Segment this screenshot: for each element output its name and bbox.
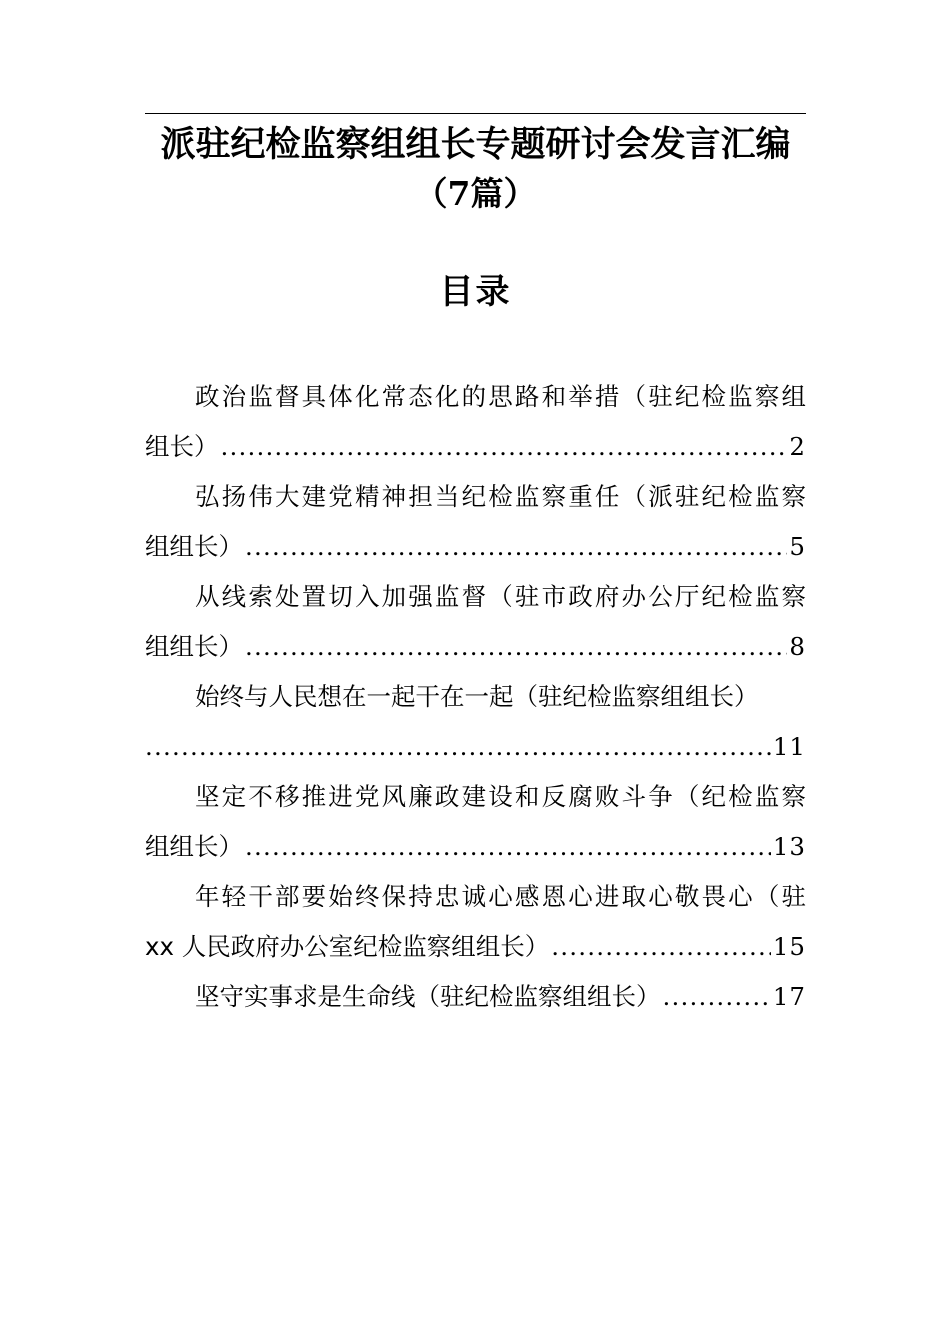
toc-entry-continuation	[145, 722, 806, 772]
toc-page-number: 2	[789, 432, 806, 461]
toc-entry-continuation	[145, 522, 806, 572]
toc-page-number: 15	[772, 932, 806, 961]
toc-entry-continuation	[145, 622, 806, 672]
document-subtitle: （7篇）	[414, 174, 537, 213]
toc-entry[interactable]	[145, 872, 806, 972]
toc-entry-title-tail: 组长）	[145, 432, 219, 461]
toc-entry-continuation	[145, 422, 806, 472]
toc-entry-title: 坚守实事求是生命线（驻纪检监察组组长）	[195, 982, 661, 1011]
document-title: 派驻纪检监察组组长专题研讨会发言汇编	[160, 124, 791, 165]
toc-entry[interactable]	[145, 372, 806, 472]
toc-entry[interactable]	[145, 772, 806, 872]
toc-entry-title-tail: xx 人民政府办公室纪检监察组组长）	[145, 932, 550, 961]
toc-entry-title-tail: 组组长）	[145, 632, 243, 661]
toc-dot-leader	[245, 622, 787, 672]
toc-page-number: 17	[772, 982, 806, 1011]
toc-dot-leader	[663, 972, 771, 1022]
table-of-contents	[145, 372, 806, 1022]
toc-heading: 目录	[439, 272, 512, 312]
toc-entry-title: 政治监督具体化常态化的思路和举措（驻纪检监察组	[195, 382, 806, 411]
toc-dot-leader	[145, 722, 771, 772]
toc-entry-title: 年轻干部要始终保持忠诚心感恩心进取心敬畏心（驻	[195, 882, 806, 911]
toc-entry[interactable]	[145, 472, 806, 572]
toc-page-number: 13	[772, 832, 806, 861]
toc-entry-title: 从线索处置切入加强监督（驻市政府办公厅纪检监察	[195, 582, 806, 611]
toc-entry-continuation	[145, 822, 806, 872]
toc-dot-leader	[245, 522, 787, 572]
toc-entry-continuation	[145, 972, 806, 1022]
toc-page-number: 5	[789, 532, 806, 561]
toc-entry-continuation	[145, 922, 806, 972]
toc-entry-title: 始终与人民想在一起干在一起（驻纪检监察组组长）	[195, 682, 759, 711]
toc-entry[interactable]	[145, 972, 806, 1022]
toc-entry-title: 弘扬伟大建党精神担当纪检监察重任（派驻纪检监察	[195, 482, 806, 511]
toc-dot-leader	[551, 922, 771, 972]
toc-page-number: 8	[789, 632, 806, 661]
toc-entry[interactable]	[145, 672, 806, 772]
header-rule	[145, 113, 806, 114]
toc-page-number: 11	[772, 732, 806, 761]
toc-entry-title-tail: 组组长）	[145, 532, 243, 561]
toc-entry-title-tail: 组组长）	[145, 832, 243, 861]
toc-entry-title: 坚定不移推进党风廉政建设和反腐败斗争（纪检监察	[195, 782, 806, 811]
toc-entry[interactable]	[145, 572, 806, 672]
toc-dot-leader	[245, 822, 771, 872]
toc-dot-leader	[221, 422, 788, 472]
